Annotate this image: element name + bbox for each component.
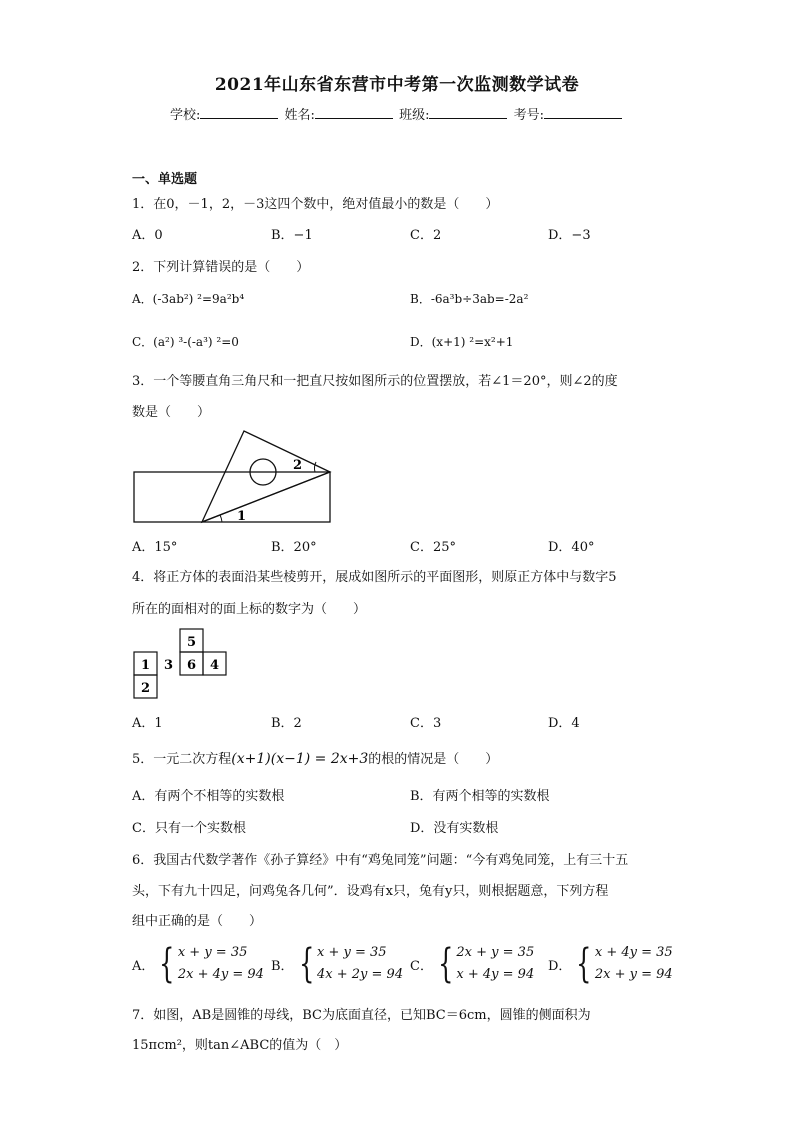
q1-option-b[interactable]: B．−1 (271, 228, 313, 243)
q4-option-b[interactable]: B．2 (271, 716, 302, 731)
section-title: 一、单选题 (132, 172, 198, 187)
name-blank[interactable] (315, 106, 393, 119)
question-2-text: 2．下列计算错误的是（ ） (132, 260, 310, 275)
class-blank[interactable] (429, 106, 507, 119)
q6-option-d[interactable] (548, 942, 673, 986)
q3-option-a[interactable]: A．15° (132, 540, 178, 555)
q4-option-d[interactable]: D．4 (548, 716, 580, 731)
angle-2-label: 2 (293, 458, 303, 473)
q4-option-c[interactable]: C．3 (410, 716, 442, 731)
q6-a-eq1: x + y = 35 (177, 945, 248, 960)
name-label: 姓名: (284, 108, 315, 123)
question-6-options (132, 942, 732, 988)
q6-option-b-label: B． (271, 958, 294, 974)
net-number-5: 5 (186, 635, 197, 650)
school-label: 学校: (170, 108, 201, 123)
q4-option-a[interactable]: A．1 (132, 716, 163, 731)
brace-icon: { (576, 941, 592, 987)
q2-option-c[interactable]: C．(a²) ³-(-a³) ²=0 (132, 335, 239, 349)
question-2-options-row2 (132, 333, 732, 353)
question-1-options (132, 224, 732, 244)
angle-1-label: 1 (237, 509, 247, 524)
q2-option-b[interactable]: B．-6a³b÷3ab=-2a² (410, 292, 529, 306)
q6-option-b[interactable] (271, 942, 403, 986)
q3-option-d[interactable]: D．40° (548, 540, 595, 555)
q6-d-eq2: 2x + y = 94 (594, 967, 673, 982)
q6-option-a[interactable] (132, 942, 264, 986)
question-5-text (132, 748, 498, 767)
question-2-options-row1 (132, 290, 732, 310)
q5-option-c[interactable]: C．只有一个实数根 (132, 821, 246, 836)
question-6-line2: 头，下有九十四足，问鸡兔各几何”．设鸡有x只，兔有y只，则根据题意，下列方程 (132, 884, 609, 899)
q2-option-a[interactable]: A．(-3ab²) ²=9a²b⁴ (132, 292, 245, 306)
school-blank[interactable] (200, 106, 278, 119)
net-number-6: 6 (186, 658, 197, 673)
q5-equation: (x+1)(x−1) = 2x+3 (231, 751, 369, 767)
question-5-options-row1 (132, 785, 732, 805)
cube-net-figure (132, 627, 232, 699)
angle-1-arc (220, 515, 222, 522)
q5-suffix: 的根的情况是（ ） (368, 752, 499, 767)
q6-c-eq2: x + 4y = 94 (456, 967, 535, 982)
question-7-line1: 7．如图，AB是圆锥的母线，BC为底面直径，已知BC＝6cm，圆锥的侧面积为 (132, 1008, 591, 1023)
question-4-options (132, 712, 732, 732)
question-4-text-line2: 所在的面相对的面上标的数字为（ ） (132, 602, 367, 617)
question-7-line2: 15πcm²，则tan∠ABC的值为（ ） (132, 1038, 348, 1053)
net-number-1: 1 (140, 658, 151, 673)
class-label: 班级: (399, 108, 430, 123)
question-6-line3: 组中正确的是（ ） (132, 914, 263, 929)
q2-option-d[interactable]: D．(x+1) ²=x²+1 (410, 335, 514, 349)
angle-2-arc (315, 462, 316, 472)
question-3-text-line2: 数是（ ） (132, 405, 211, 420)
q1-option-c[interactable]: C．2 (410, 228, 442, 243)
brace-icon: { (159, 941, 175, 987)
q3-option-c[interactable]: C．25° (410, 540, 456, 555)
brace-icon: { (438, 941, 454, 987)
net-number-2: 2 (140, 681, 151, 696)
q6-option-c[interactable] (410, 942, 534, 986)
question-1-text: 1．在0，－1，2，－3这四个数中，绝对值最小的数是（ ） (132, 197, 499, 212)
question-3-options (132, 536, 732, 556)
q6-option-d-label: D． (548, 958, 572, 974)
q5-option-d[interactable]: D．没有实数根 (410, 821, 499, 836)
q6-b-eq1: x + y = 35 (317, 945, 387, 960)
net-number-3: 3 (163, 658, 174, 673)
q6-option-c-label: C． (410, 958, 433, 974)
q6-b-eq2: 4x + 2y = 94 (317, 967, 404, 982)
q6-a-eq2: 2x + 4y = 94 (177, 967, 264, 982)
q6-c-eq1: 2x + y = 35 (456, 945, 535, 960)
student-info-row (0, 104, 794, 123)
triangle-shape (202, 431, 330, 522)
question-3-text-line1: 3．一个等腰直角三角尺和一把直尺按如图所示的位置摆放，若∠1＝20°，则∠2的度 (132, 374, 618, 389)
q1-option-a[interactable]: A．0 (132, 228, 163, 243)
question-5-options-row2 (132, 817, 732, 837)
q5-option-b[interactable]: B．有两个相等的实数根 (410, 789, 550, 804)
brace-icon: { (298, 941, 314, 987)
q1-option-d[interactable]: D．−3 (548, 228, 591, 243)
q6-d-eq1: x + 4y = 35 (594, 945, 673, 960)
q5-prefix: 5．一元二次方程 (132, 752, 232, 767)
ruler-shape (134, 472, 330, 522)
q3-option-b[interactable]: B．20° (271, 540, 317, 555)
exam-title: 2021年山东省东营市中考第一次监测数学试卷 (214, 75, 580, 95)
number-blank[interactable] (544, 106, 622, 119)
question-4-text-line1: 4．将正方体的表面沿某些棱剪开，展成如图所示的平面图形，则原正方体中与数字5 (132, 570, 617, 585)
q5-option-a[interactable]: A．有两个不相等的实数根 (132, 789, 285, 804)
number-label: 考号: (513, 108, 544, 123)
ruler-triangle-figure (130, 428, 340, 528)
net-number-4: 4 (209, 658, 220, 673)
q6-option-a-label: A． (132, 958, 155, 974)
question-6-line1: 6．我国古代数学著作《孙子算经》中有“鸡兔同笼”问题：“今有鸡兔同笼，上有三十五 (132, 853, 629, 868)
